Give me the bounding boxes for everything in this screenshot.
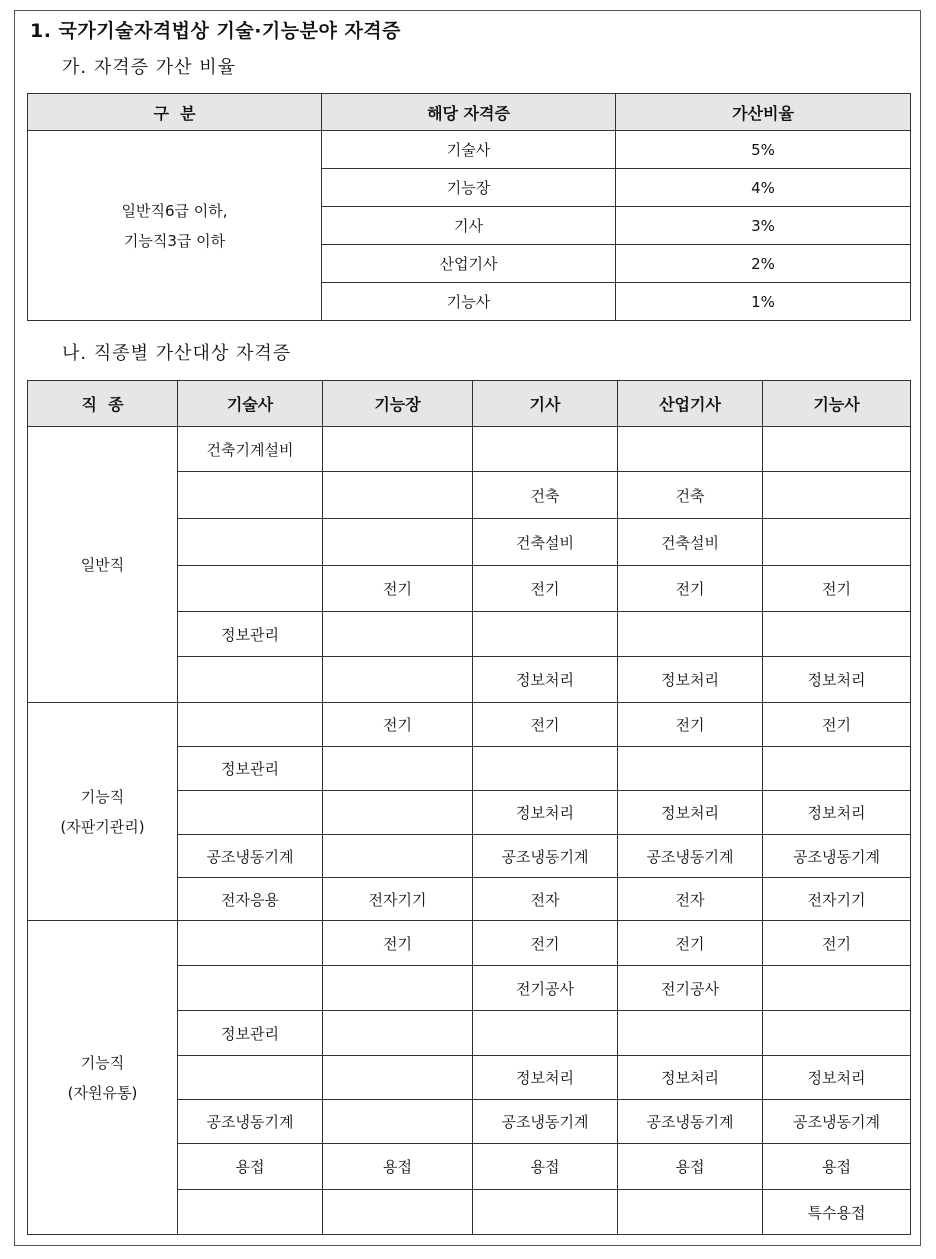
rate-cert: 산업기사 [322, 245, 616, 283]
job-cert-cell [473, 1011, 618, 1056]
job-cert-cell [763, 1011, 911, 1056]
job-cert-cell [763, 472, 911, 519]
job-header-col: 산업기사 [618, 381, 763, 427]
job-cert-cell: 용접 [473, 1144, 618, 1190]
job-cert-cell: 전자기기 [763, 878, 911, 921]
job-cert-cell [178, 472, 323, 519]
job-cert-cell: 건축기계설비 [178, 427, 323, 472]
job-cert-cell [323, 1056, 473, 1100]
job-cert-cell: 전자 [473, 878, 618, 921]
job-cert-cell [473, 747, 618, 791]
job-cert-cell [323, 1190, 473, 1235]
job-cert-cell [763, 747, 911, 791]
job-cert-cell: 전기 [618, 921, 763, 966]
job-cert-cell [178, 1056, 323, 1100]
job-type-cell [28, 703, 178, 921]
job-cert-cell: 공조냉동기계 [178, 835, 323, 878]
job-cert-cell [473, 1190, 618, 1235]
job-cert-cell [473, 427, 618, 472]
job-cert-cell: 전기 [473, 921, 618, 966]
job-header-col: 기능사 [763, 381, 911, 427]
job-cert-cell: 정보처리 [473, 791, 618, 835]
job-cert-cell [323, 472, 473, 519]
job-cert-cell: 전기 [323, 566, 473, 612]
job-cert-cell [323, 1100, 473, 1144]
job-cert-cell: 공조냉동기계 [473, 1100, 618, 1144]
job-header-type: 직 종 [28, 381, 178, 427]
job-row [28, 427, 911, 472]
job-cert-cell [323, 657, 473, 703]
job-cert-cell: 전기 [473, 703, 618, 747]
job-cert-cell [763, 427, 911, 472]
job-row [28, 921, 911, 966]
job-cert-cell: 정보관리 [178, 1011, 323, 1056]
job-cert-cell: 정보관리 [178, 612, 323, 657]
job-cert-cell [178, 519, 323, 566]
subsection-a-title: 가. 자격증 가산 비율 [62, 57, 236, 78]
rate-header-cert: 해당 자격증 [322, 94, 616, 131]
job-cert-cell: 건축 [618, 472, 763, 519]
job-cert-cell [618, 1190, 763, 1235]
job-cert-cell: 전기 [323, 703, 473, 747]
job-cert-cell: 공조냉동기계 [618, 835, 763, 878]
job-row [28, 703, 911, 747]
job-cert-cell [178, 921, 323, 966]
rate-value: 5% [616, 131, 911, 169]
rate-header-category: 구 분 [28, 94, 322, 131]
job-cert-cell [618, 747, 763, 791]
rate-cert: 기술사 [322, 131, 616, 169]
job-type-line2: (자원유통) [67, 1083, 138, 1102]
job-cert-cell [178, 657, 323, 703]
job-cert-cell: 공조냉동기계 [763, 835, 911, 878]
job-type-line2: (자판기관리) [60, 817, 145, 836]
job-cert-cell: 정보처리 [763, 1056, 911, 1100]
rate-table [27, 93, 911, 321]
job-cert-cell: 공조냉동기계 [178, 1100, 323, 1144]
job-cert-cell [473, 612, 618, 657]
job-cert-cell: 정보처리 [618, 791, 763, 835]
job-cert-cell: 건축 [473, 472, 618, 519]
job-table-body [28, 427, 911, 1235]
job-cert-cell [763, 519, 911, 566]
subsection-b-title: 나. 직종별 가산대상 자격증 [62, 343, 292, 364]
rate-value: 1% [616, 283, 911, 321]
section-title: 1. 국가기술자격법상 기술·기능분야 자격증 [30, 20, 402, 42]
job-cert-cell: 공조냉동기계 [618, 1100, 763, 1144]
job-header-col: 기능장 [323, 381, 473, 427]
job-cert-cell [618, 427, 763, 472]
job-type-cell [28, 427, 178, 703]
job-cert-cell [323, 747, 473, 791]
job-cert-cell [763, 966, 911, 1011]
job-cert-cell: 전자기기 [323, 878, 473, 921]
job-cert-cell: 전자 [618, 878, 763, 921]
job-cert-cell: 공조냉동기계 [473, 835, 618, 878]
job-cert-cell [323, 835, 473, 878]
job-cert-cell [178, 1190, 323, 1235]
job-cert-cell [323, 612, 473, 657]
job-cert-cell [323, 966, 473, 1011]
job-type-cell [28, 921, 178, 1235]
job-cert-cell: 전기 [473, 566, 618, 612]
job-cert-cell: 정보관리 [178, 747, 323, 791]
rate-value: 2% [616, 245, 911, 283]
job-cert-cell: 전기 [763, 921, 911, 966]
job-header-col: 기술사 [178, 381, 323, 427]
job-type-line1: 기능직 [80, 787, 125, 806]
job-cert-cell [618, 612, 763, 657]
job-cert-cell: 전기공사 [618, 966, 763, 1011]
rate-category-cell [28, 131, 322, 321]
job-cert-cell: 정보처리 [618, 657, 763, 703]
job-cert-cell: 건축설비 [473, 519, 618, 566]
rate-category-line1: 일반직6급 이하, [121, 201, 228, 220]
rate-header-rate: 가산비율 [616, 94, 911, 131]
job-cert-cell: 전기 [618, 703, 763, 747]
job-cert-cell: 용접 [763, 1144, 911, 1190]
rate-category-line2: 기능직3급 이하 [123, 231, 226, 250]
job-cert-cell: 용접 [178, 1144, 323, 1190]
job-cert-cell [763, 612, 911, 657]
rate-cert: 기사 [322, 207, 616, 245]
job-cert-cell: 용접 [323, 1144, 473, 1190]
rate-value: 3% [616, 207, 911, 245]
job-cert-cell: 정보처리 [618, 1056, 763, 1100]
job-cert-cell: 전자응용 [178, 878, 323, 921]
job-cert-cell: 전기공사 [473, 966, 618, 1011]
job-cert-cell: 정보처리 [763, 657, 911, 703]
job-cert-cell [178, 966, 323, 1011]
job-type-line1: 일반직 [80, 555, 125, 574]
job-type-line1: 기능직 [80, 1053, 125, 1072]
job-header-col: 기사 [473, 381, 618, 427]
rate-cert: 기능장 [322, 169, 616, 207]
job-cert-cell [618, 1011, 763, 1056]
rate-cert: 기능사 [322, 283, 616, 321]
job-cert-cell: 전기 [323, 921, 473, 966]
job-cert-cell: 특수용접 [763, 1190, 911, 1235]
job-cert-cell: 전기 [618, 566, 763, 612]
job-cert-cell: 전기 [763, 703, 911, 747]
job-cert-cell [323, 1011, 473, 1056]
job-cert-cell: 공조냉동기계 [763, 1100, 911, 1144]
job-cert-cell: 용접 [618, 1144, 763, 1190]
job-cert-cell [178, 703, 323, 747]
job-cert-cell: 정보처리 [763, 791, 911, 835]
job-cert-cell: 건축설비 [618, 519, 763, 566]
job-cert-cell: 정보처리 [473, 1056, 618, 1100]
job-cert-cell [323, 427, 473, 472]
job-cert-cell: 전기 [763, 566, 911, 612]
job-cert-cell [323, 519, 473, 566]
job-table [27, 380, 911, 1235]
job-cert-cell [178, 566, 323, 612]
job-cert-cell [323, 791, 473, 835]
job-cert-cell [178, 791, 323, 835]
rate-value: 4% [616, 169, 911, 207]
job-cert-cell: 정보처리 [473, 657, 618, 703]
